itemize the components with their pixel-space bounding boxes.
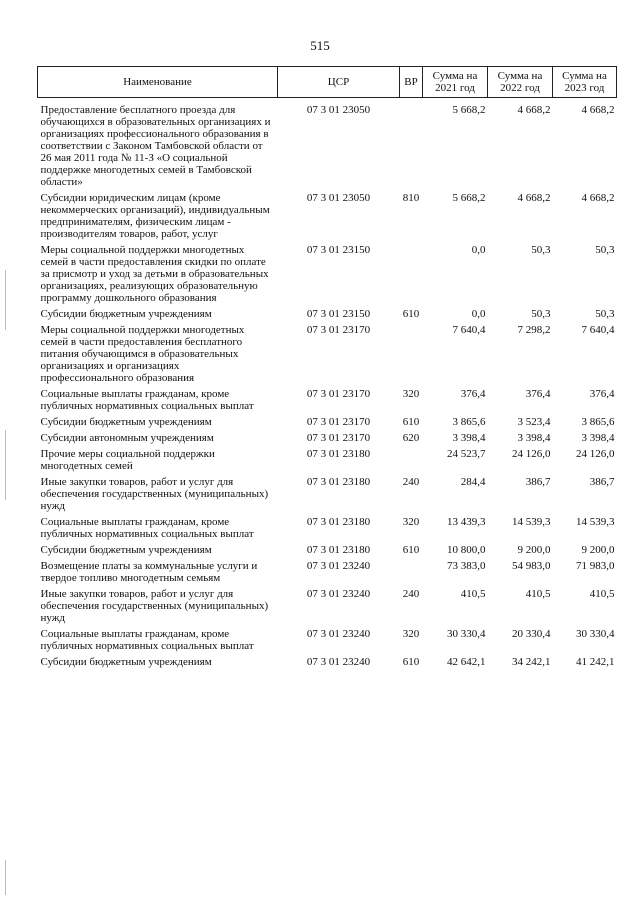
row-sum-2023: 50,3 [595, 308, 615, 320]
row-vr: 610 [402, 416, 420, 428]
scan-margin-line [5, 270, 6, 330]
row-sum-2022: 4 668,2 [517, 192, 551, 204]
row-csr: 07 3 01 23150 [306, 308, 371, 320]
row-vr: 610 [402, 544, 420, 556]
row-sum-2021: 42 642,1 [447, 656, 486, 668]
scan-margin-line [5, 860, 6, 895]
page-number: 515 [310, 38, 330, 53]
row-vr: 320 [402, 516, 420, 528]
row-sum-2022: 14 539,3 [512, 516, 551, 528]
row-sum-2022: 24 126,0 [512, 448, 551, 460]
row-csr: 07 3 01 23050 [306, 192, 371, 204]
row-name: Субсидии бюджетным учреждениям [40, 416, 212, 428]
row-sum-2023: 24 126,0 [576, 448, 615, 460]
row-sum-2022: 7 298,2 [517, 324, 551, 336]
row-sum-2023: 14 539,3 [576, 516, 615, 528]
row-name: Субсидии бюджетным учреждениям [40, 656, 212, 668]
row-csr: 07 3 01 23170 [306, 432, 371, 444]
row-sum-2022: 20 330,4 [512, 628, 551, 640]
row-vr [400, 244, 423, 308]
row-name: Социальные выплаты гражданам, кроме публичных нормативных социальных выплат [40, 388, 254, 412]
header-2022: Сумма на 2022 год [488, 67, 553, 98]
header-csr: ЦСР [278, 67, 400, 98]
row-name: Предоставление бесплатного проезда для обучающихся в образовательных организациях и организациях профессионального образования в соответствии с Законом Тамбовской области от 26 мая 2011 года № 11-З «О социальной поддержке многодетных семей в Тамбовской области» [40, 104, 271, 188]
row-sum-2022: 50,3 [531, 244, 551, 256]
row-sum-2022: 9 200,0 [517, 544, 551, 556]
row-csr: 07 3 01 23170 [306, 416, 371, 428]
row-name: Меры социальной поддержки многодетных семей в части предоставления скидки по оплате за присмотр и уход за детьми в образовательных организациях, реализующих образовательную программу дошкольного образования [40, 244, 269, 304]
header-vr: ВР [400, 67, 423, 98]
row-name: Субсидии бюджетным учреждениям [40, 308, 212, 320]
table-row [38, 544, 617, 560]
budget-table [37, 66, 617, 672]
row-sum-2021: 3 398,4 [452, 432, 486, 444]
row-name: Социальные выплаты гражданам, кроме публичных нормативных социальных выплат [40, 516, 254, 540]
row-sum-2021: 376,4 [460, 388, 486, 400]
row-sum-2023: 50,3 [595, 244, 615, 256]
row-sum-2023: 7 640,4 [581, 324, 615, 336]
row-sum-2023: 71 983,0 [576, 560, 615, 572]
row-vr [400, 324, 423, 388]
row-sum-2022: 410,5 [525, 588, 551, 600]
row-csr: 07 3 01 23240 [306, 628, 371, 640]
row-name: Возмещение платы за коммунальные услуги и твердое топливо многодетным семьям [40, 560, 258, 584]
row-sum-2023: 4 668,2 [581, 104, 615, 116]
row-sum-2022: 4 668,2 [517, 104, 551, 116]
table-row [38, 560, 617, 588]
row-sum-2021: 0,0 [471, 308, 486, 320]
row-sum-2022: 3 398,4 [517, 432, 551, 444]
table-row [38, 476, 617, 516]
table-row [38, 448, 617, 476]
row-name: Иные закупки товаров, работ и услуг для обеспечения государственных (муниципальных) нужд [40, 476, 269, 512]
header-2023: Сумма на 2023 год [553, 67, 617, 98]
row-csr: 07 3 01 23180 [306, 516, 371, 528]
row-name: Субсидии автономным учреждениям [40, 432, 214, 444]
row-name: Субсидии бюджетным учреждениям [40, 544, 212, 556]
table-header [38, 67, 617, 98]
row-name: Социальные выплаты гражданам, кроме публичных нормативных социальных выплат [40, 628, 254, 652]
table-row [38, 416, 617, 432]
row-sum-2022: 50,3 [531, 308, 551, 320]
row-vr: 810 [402, 192, 420, 204]
row-sum-2023: 410,5 [589, 588, 615, 600]
row-sum-2021: 5 668,2 [452, 192, 486, 204]
row-sum-2023: 4 668,2 [581, 192, 615, 204]
scan-margin-line [5, 430, 6, 500]
row-vr [400, 448, 423, 476]
row-sum-2022: 376,4 [525, 388, 551, 400]
row-vr: 610 [402, 308, 420, 320]
row-name: Иные закупки товаров, работ и услуг для обеспечения государственных (муниципальных) нужд [40, 588, 269, 624]
row-sum-2021: 284,4 [460, 476, 486, 488]
table-row [38, 432, 617, 448]
row-csr: 07 3 01 23180 [306, 544, 371, 556]
row-sum-2021: 7 640,4 [452, 324, 486, 336]
table-row [38, 192, 617, 244]
row-name: Меры социальной поддержки многодетных семей в части предоставления бесплатного питания обучающимся в образовательных организациях и организациях профессионального образования [40, 324, 245, 384]
header-2021: Сумма на 2021 год [423, 67, 488, 98]
row-sum-2022: 3 523,4 [517, 416, 551, 428]
row-sum-2021: 13 439,3 [447, 516, 486, 528]
row-sum-2021: 73 383,0 [447, 560, 486, 572]
row-csr: 07 3 01 23050 [306, 104, 371, 116]
row-vr [400, 560, 423, 588]
table-row [38, 308, 617, 324]
row-csr: 07 3 01 23240 [306, 588, 371, 600]
table-row [38, 244, 617, 308]
row-sum-2023: 41 242,1 [576, 656, 615, 668]
row-csr: 07 3 01 23180 [306, 448, 371, 460]
row-vr: 620 [402, 432, 420, 444]
row-sum-2022: 386,7 [525, 476, 551, 488]
table-row [38, 516, 617, 544]
row-csr: 07 3 01 23170 [306, 324, 371, 336]
table-row [38, 628, 617, 656]
row-sum-2021: 30 330,4 [447, 628, 486, 640]
row-sum-2023: 9 200,0 [581, 544, 615, 556]
row-sum-2023: 386,7 [589, 476, 615, 488]
row-sum-2021: 0,0 [471, 244, 486, 256]
row-csr: 07 3 01 23180 [306, 476, 371, 488]
row-vr: 610 [402, 656, 420, 668]
table-row [38, 588, 617, 628]
row-sum-2021: 24 523,7 [447, 448, 486, 460]
table-row [38, 656, 617, 672]
row-sum-2021: 410,5 [460, 588, 486, 600]
row-sum-2021: 10 800,0 [447, 544, 486, 556]
row-sum-2022: 54 983,0 [512, 560, 551, 572]
row-vr [400, 98, 423, 193]
row-sum-2021: 3 865,6 [452, 416, 486, 428]
table-row [38, 324, 617, 388]
row-csr: 07 3 01 23240 [306, 656, 371, 668]
table-row [38, 388, 617, 416]
table-body [38, 98, 617, 673]
row-sum-2023: 3 865,6 [581, 416, 615, 428]
row-sum-2023: 376,4 [589, 388, 615, 400]
row-vr: 320 [402, 388, 420, 400]
row-sum-2022: 34 242,1 [512, 656, 551, 668]
row-csr: 07 3 01 23240 [306, 560, 371, 572]
row-sum-2023: 3 398,4 [581, 432, 615, 444]
row-vr: 240 [402, 588, 420, 600]
row-sum-2021: 5 668,2 [452, 104, 486, 116]
table-row [38, 98, 617, 193]
row-name: Субсидии юридическим лицам (кроме некоммерческих организаций), индивидуальным предпринимателям, физическим лицам - производителям товаров, работ, услуг [40, 192, 270, 240]
row-vr: 320 [402, 628, 420, 640]
row-csr: 07 3 01 23150 [306, 244, 371, 256]
row-csr: 07 3 01 23170 [306, 388, 371, 400]
row-sum-2023: 30 330,4 [576, 628, 615, 640]
row-vr: 240 [402, 476, 420, 488]
header-name: Наименование [38, 67, 278, 98]
row-name: Прочие меры социальной поддержки многодетных семей [40, 448, 215, 472]
